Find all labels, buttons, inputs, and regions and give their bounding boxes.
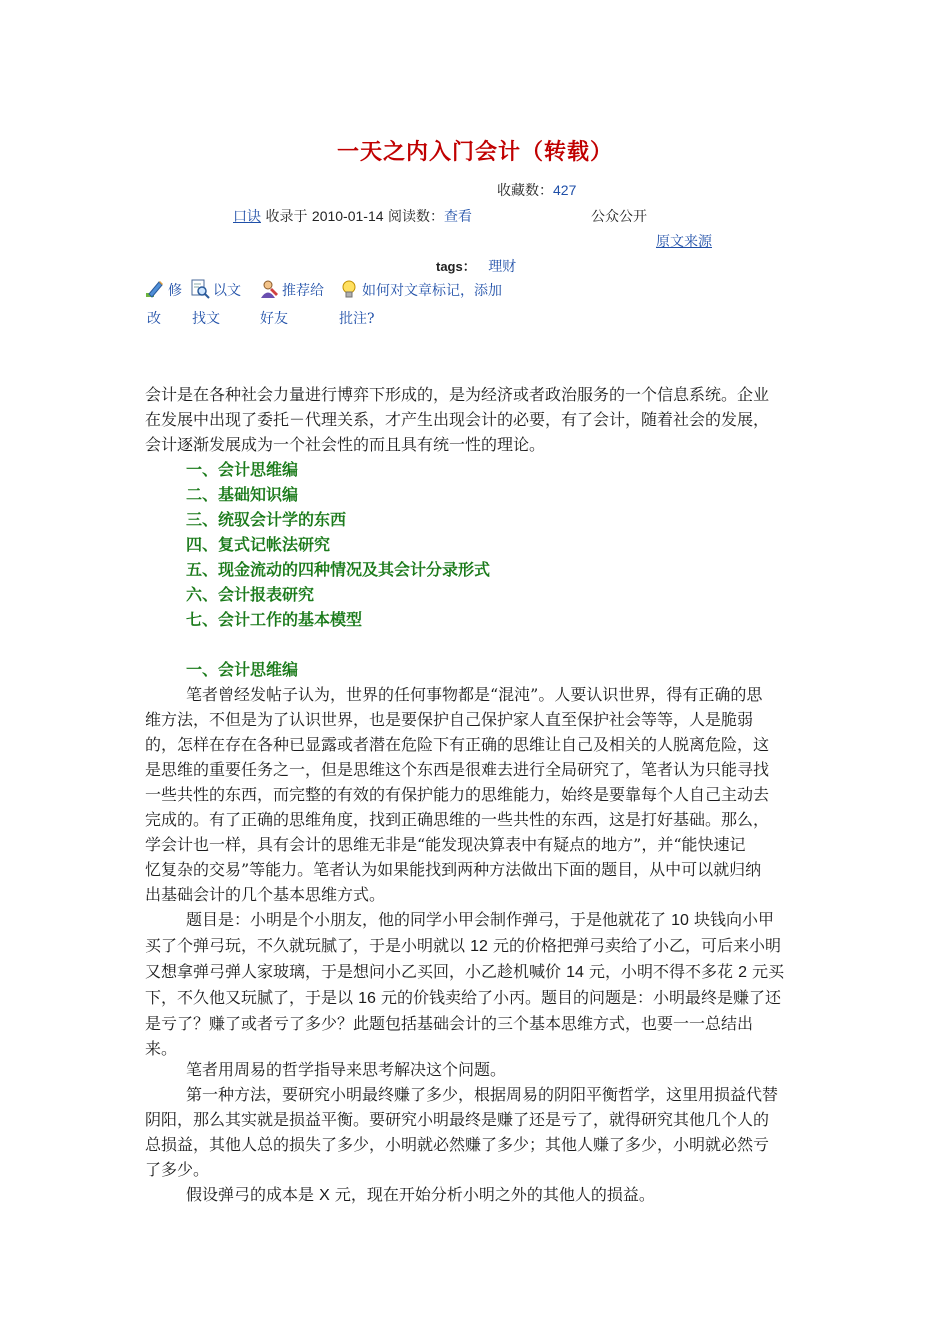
section1-paragraph-5 bbox=[186, 1182, 655, 1208]
page-title: 一天之内入门会计（转载） bbox=[336, 139, 613, 165]
collected-label: 收录于 bbox=[265, 209, 308, 225]
number-run: 12 bbox=[470, 938, 488, 955]
intro-line: 在发展中出现了委托－代理关系，才产生出现会计的必要，有了会计，随着社会的发展， bbox=[145, 410, 770, 429]
tags-label: tags： bbox=[436, 259, 476, 274]
section1-paragraph-4 bbox=[145, 1082, 778, 1182]
section-heading: 一、会计思维编 bbox=[186, 660, 299, 679]
favorites-row bbox=[497, 180, 576, 200]
meta-row bbox=[233, 206, 472, 226]
text-run: 元，小明不得不多花 bbox=[583, 962, 739, 981]
section1-paragraph-3: 笔者用周易的哲学指导来思考解决这个问题。 bbox=[186, 1060, 507, 1079]
section1-paragraph-2 bbox=[145, 907, 784, 1061]
body-line: 忆复杂的交易”等能力。笔者认为如果能找到两种方法做出下面的题目，从中可以就归纳 bbox=[145, 860, 762, 879]
text-run: 题目是：小明是个小朋友，他的同学小甲会制作弹弓，于是他就花了 bbox=[186, 910, 672, 929]
text-run: 元，现在开始分析小明之外的其他人的损益。 bbox=[329, 1185, 655, 1204]
body-line: 维方法，不但是为了认识世界，也是要保护自己保护家人直至保护社会等等，人是脆弱 bbox=[145, 710, 754, 729]
edit-button[interactable] bbox=[145, 279, 182, 300]
intro-line: 会计是在各种社会力量进行博弈下形成的，是为经济或者政治服务的一个信息系统。企业 bbox=[145, 385, 770, 404]
body-line bbox=[145, 985, 784, 1011]
lightbulb-icon bbox=[339, 279, 359, 299]
text-run: 元的价格把弹弓卖给了小乙，可后来小明 bbox=[487, 936, 781, 955]
toc-item: 四、复式记帐法研究 bbox=[186, 535, 331, 554]
toc-item: 一、会计思维编 bbox=[186, 460, 299, 479]
number-run: 10 bbox=[671, 912, 689, 929]
body-line: 第一种方法，要研究小明最终赚了多少，根据周易的阴阳平衡哲学，这里用损益代替 bbox=[186, 1085, 779, 1104]
favorites-count: 427 bbox=[553, 182, 577, 198]
toc-item: 六、会计报表研究 bbox=[186, 585, 315, 604]
find-similar-button[interactable] bbox=[190, 279, 241, 300]
recommend-label-1: 推荐给 bbox=[282, 283, 324, 299]
recommend-button[interactable] bbox=[259, 279, 324, 300]
toc-item: 三、统驭会计学的东西 bbox=[186, 510, 347, 529]
annotate-help-link[interactable] bbox=[339, 279, 502, 300]
body-line: 来。 bbox=[145, 1039, 178, 1058]
body-line bbox=[145, 907, 784, 933]
recommend-label-2[interactable]: 好友 bbox=[260, 311, 288, 327]
body-line: 是亏了？赚了或者亏了多少？此题包括基础会计的三个基本思维方式，也要一一总结出 bbox=[145, 1014, 754, 1033]
text-run: 元的价钱卖给了小丙。题目的问题是：小明最终是赚了还 bbox=[375, 988, 781, 1007]
collected-date: 2010-01-14 bbox=[311, 208, 384, 224]
body-line: 总损益，其他人总的损失了多少，小明就必然赚了多少；其他人赚了多少，小明就必然亏 bbox=[145, 1135, 770, 1154]
tags-row bbox=[436, 256, 516, 276]
toc-item: 七、会计工作的基本模型 bbox=[186, 610, 363, 629]
body-line bbox=[145, 933, 784, 959]
edit-label-1: 修 bbox=[168, 283, 182, 299]
text-run: 假设弹弓的成本是 bbox=[186, 1185, 320, 1204]
text-run: 又想拿弹弓弹人家玻璃，于是想问小乙买回，小乙趁机喊价 bbox=[145, 962, 567, 981]
pencil-icon bbox=[145, 279, 165, 299]
person-icon bbox=[259, 279, 279, 299]
find-label-1: 以文 bbox=[213, 283, 241, 299]
number-run: 16 bbox=[358, 990, 376, 1007]
source-link[interactable]: 原文来源 bbox=[656, 234, 712, 250]
toc-item: 五、现金流动的四种情况及其会计分录形式 bbox=[186, 560, 491, 579]
text-run: 下，不久他又玩腻了，于是以 bbox=[145, 988, 359, 1007]
text-run: 买了个弹弓玩，不久就玩腻了，于是小明就以 bbox=[145, 936, 471, 955]
annotate-label-1: 如何对文章标记，添加 bbox=[362, 283, 502, 299]
favorites-label: 收藏数： bbox=[497, 183, 553, 199]
body-line: 出基础会计的几个基本思维方式。 bbox=[145, 885, 386, 904]
visibility-label: 公众公开 bbox=[591, 209, 647, 225]
annotate-label-2[interactable]: 批注? bbox=[339, 311, 375, 327]
author-link[interactable]: 口诀 bbox=[233, 209, 261, 225]
body-line: 阴阳，那么其实就是损益平衡。要研究小明最终是赚了还是亏了，就得研究其他几个人的 bbox=[145, 1110, 770, 1129]
body-line: 笔者曾经发帖子认为，世界的任何事物都是“混沌”。人要认识世界，得有正确的思 bbox=[186, 685, 763, 704]
text-run: 块钱向小甲 bbox=[688, 910, 774, 929]
body-line: 的，怎样在存在各种已显露或者潜在危险下有正确的思维让自己及相关的人脱离危险，这 bbox=[145, 735, 770, 754]
reads-label: 阅读数： bbox=[387, 209, 444, 225]
intro-line: 会计逐渐发展成为一个社会性的而且具有统一性的理论。 bbox=[145, 435, 546, 454]
body-line: 一些共性的东西，而完整的有效的有保护能力的思维能力，始终是要靠每个人自己主动去 bbox=[145, 785, 770, 804]
section1-paragraph-1 bbox=[145, 682, 769, 907]
number-run: 2 bbox=[738, 964, 747, 981]
tag-link[interactable]: 理财 bbox=[488, 259, 517, 275]
find-label-2[interactable]: 找文 bbox=[192, 311, 220, 327]
variable-run: X bbox=[319, 1187, 330, 1204]
text-run: 元买 bbox=[746, 962, 785, 981]
number-run: 14 bbox=[566, 964, 584, 981]
toc-item: 二、基础知识编 bbox=[186, 485, 299, 504]
table-of-contents bbox=[186, 457, 490, 632]
body-line: 学会计也一样，具有会计的思维无非是“能发现决算表中有疑点的地方”，并“能快速记 bbox=[145, 835, 746, 854]
edit-label-2[interactable]: 改 bbox=[147, 311, 161, 327]
body-line: 了多少。 bbox=[145, 1160, 210, 1179]
intro-paragraph bbox=[145, 382, 769, 457]
body-line bbox=[145, 959, 784, 985]
body-line: 是思维的重要任务之一，但是思维这个东西是很难去进行全局研究了，笔者认为只能寻找 bbox=[145, 760, 770, 779]
magnifier-document-icon bbox=[190, 279, 210, 299]
reads-view-link[interactable]: 查看 bbox=[443, 209, 472, 225]
body-line: 完成的。有了正确的思维角度，找到正确思维的一些共性的东西，这是打好基础。那么， bbox=[145, 810, 770, 829]
